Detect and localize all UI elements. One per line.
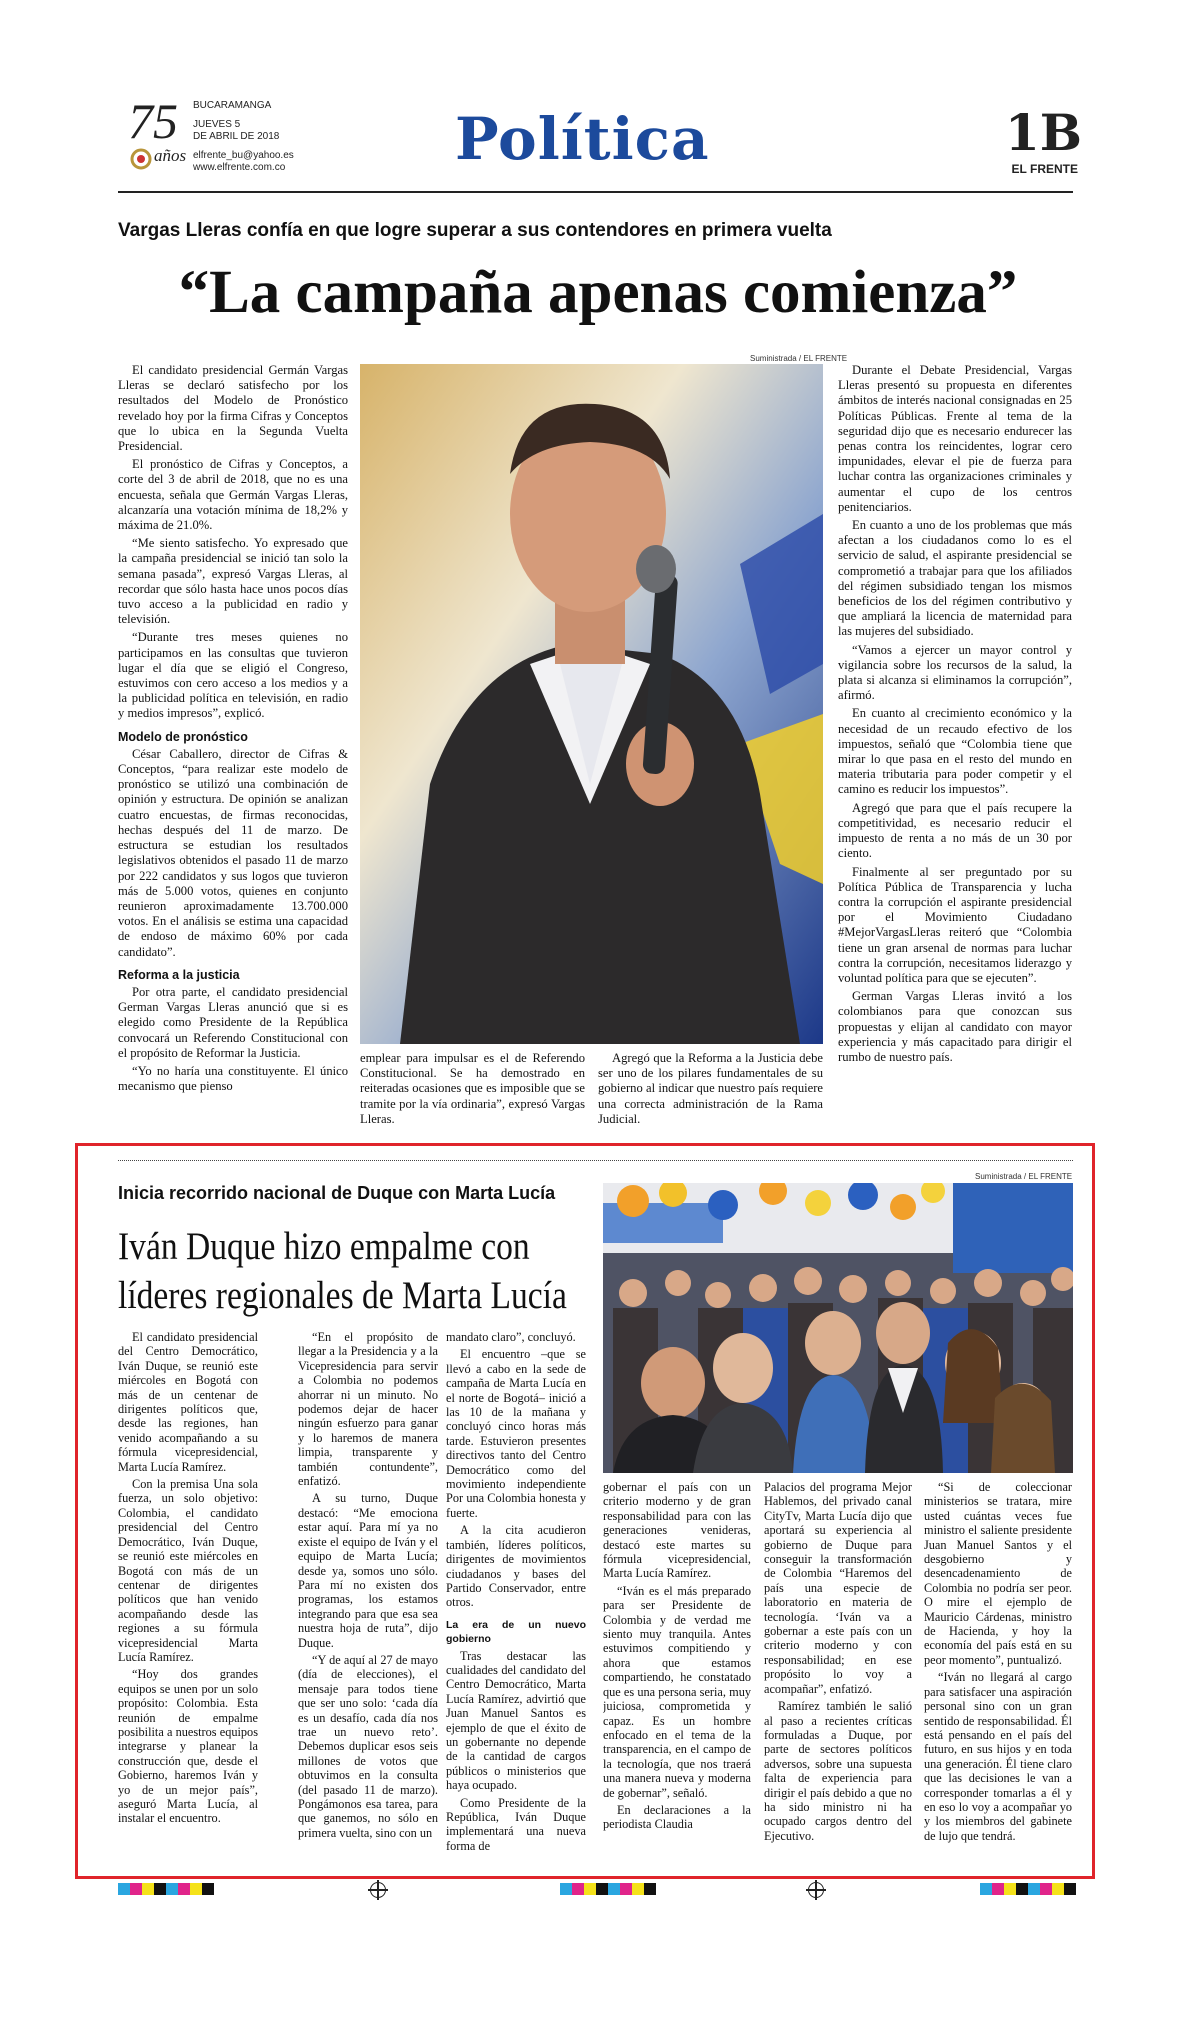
paragraph: El candidato presidencial Germán Vargas Lleras se declaró satisfecho por los resultados del Modelo de Pronóstico revelado hoy por la firma Cifras y Conceptos que lo ubica en la Segunda Vuelta Presidencial. bbox=[118, 363, 348, 454]
header-day: JUEVES 5 bbox=[193, 118, 241, 130]
section-title: Política bbox=[455, 105, 710, 173]
paragraph: En declaraciones a la periodista Claudia bbox=[603, 1802, 751, 1832]
paragraph: Ramírez también le salió al paso a recientes críticas formuladas a Duque, por parte de sectores políticos adversos, sobre una supuesta falta de experiencia para dirigir el país debido a que no ha sido ministro ni ha ocupado cargos dentro del Ejecutivo. bbox=[764, 1699, 912, 1843]
paragraph: Por otra parte, el candidato presidencial German Vargas Lleras anunció que si es elegido como Presidente de la República convocará un Referendo Constitucional con el propósito de Reformar la Justicia. bbox=[118, 984, 348, 1060]
subheading: La era de un nuevo gobierno bbox=[446, 1618, 586, 1646]
crowd-illustration bbox=[603, 1183, 1073, 1473]
story2-kicker: Inicia recorrido nacional de Duque con Marta Lucía bbox=[118, 1183, 556, 1203]
paper-name: EL FRENTE bbox=[1011, 162, 1078, 176]
paragraph: “Iván no llegará al cargo para satisfacer una aspiración personal sino con un gran sentido de responsabilidad. Él está pensando en el país del futuro, en sus hijos y en toda una generación. Él tiene claro que las decisiones le van a corresponder tomarlas a él y en eso lo voy a acompañar yo y los miembros del gabinete de lujo que tendrá. bbox=[924, 1670, 1072, 1843]
subheading: Reforma a la justicia bbox=[118, 967, 240, 982]
paragraph: El encuentro –que se llevó a cabo en la sede de campaña de Marta Lucía en el norte de Bogotá– inició a las 10 de la mañana y concluyó cinco horas más tarde. Estuvieron presentes directivos tanto del Centro Democrático como del movimiento independiente Por una Colombia honesta y fuerte. bbox=[446, 1347, 586, 1520]
paragraph: emplear para impulsar es el de Referendo Constitucional. Se ha demostrado en reiteradas ocasiones que es imposible que se tramite por la vía ordinaria”, expresó Vargas Lleras. bbox=[360, 1051, 585, 1126]
dotted-divider bbox=[118, 1160, 1073, 1161]
story2-column-6 bbox=[924, 1480, 1072, 1868]
header-rule bbox=[118, 191, 1073, 193]
anniversary-logo bbox=[128, 93, 188, 176]
paragraph: German Vargas Lleras invitó a los colombianos para que conozcan sus propuestas y elijan al candidato con mayor experiencia y más capacitado para dirigir el rumbo de nuestro país. bbox=[838, 989, 1072, 1064]
paragraph: A su turno, Duque destacó: “Me emociona estar aquí. Para mí ya no existe el equipo de Iván y el equipo de Marta Lucía; desde ya, somos uno sólo. Para mí no existen dos programas, los estamos integrando para que esa sea nuestra hoja de ruta”, dijo Duque. bbox=[298, 1491, 438, 1650]
story2-photo-credit: Suministrada / EL FRENTE bbox=[975, 1172, 1073, 1181]
paragraph: Tras destacar las cualidades del candidato del Centro Democrático, Marta Lucía Ramírez, advirtió que Juan Manuel Santos es ejemplo de que el éxito de un gobernante no depende de la cantidad de cargos públicos o ministerios que haya ocupado. bbox=[446, 1648, 586, 1793]
anniversary-word: años bbox=[154, 146, 187, 165]
story1-column-2 bbox=[360, 1051, 585, 1141]
paragraph: Agregó que la Reforma a la Justicia debe ser uno de los pilares fundamentales de su gobierno al indicar que nuestro país requiere una correcta administración de la Rama Judicial. bbox=[598, 1051, 823, 1126]
paragraph: Finalmente al ser preguntado por su Política Pública de Transparencia y lucha contra la corrupción el aspirante presidencial por el Movimiento Ciudadano #MejorVargasLleras reiteró que “Colombia tiene un gran arsenal de normas para luchar contra la corrupción, necesitamos liderazgo y voluntad política para que se ejecuten”. bbox=[838, 864, 1072, 985]
paragraph: El candidato presidencial del Centro Democrático, Iván Duque, se reunió este miércoles en Bogotá con más de un centenar de dirigentes políticos que, desde las regiones, han venido acompañando a su fórmula vicepresidencial, Marta Lucía Ramírez. bbox=[118, 1330, 258, 1474]
story2-column-2 bbox=[298, 1330, 438, 1868]
color-bar-center bbox=[560, 1883, 656, 1895]
paragraph: A la cita acudieron también, líderes políticos, dirigentes de movimientos ciudadanos y bases del Partido Conservador, entre otros. bbox=[446, 1523, 586, 1610]
story1-photo-credit: Suministrada / EL FRENTE bbox=[750, 354, 848, 363]
registration-mark-icon bbox=[808, 1882, 824, 1898]
paragraph: Como Presidente de la República, Iván Duque implementará una nueva forma de bbox=[446, 1795, 586, 1853]
paragraph: En cuanto al crecimiento económico y la necesidad de un recaudo efectivo de los impuestos, señaló que “Colombia tiene que mirar lo que pasa en el resto del mundo en materia tributaria para poder competir y el camino es reducir los impuestos”. bbox=[838, 706, 1072, 797]
paragraph: “Me siento satisfecho. Yo expresado que la campaña presidencial se inició tan solo la semana pasada”, expresó Vargas Lleras, al recordar que sólo hasta hace unos pocos días tuvo acceso a la publicidad en radio y televisión. bbox=[118, 536, 348, 627]
paragraph: Palacios del programa Mejor Hablemos, del privado canal CityTv, Marta Lucía dijo que aportará su experiencia al gobierno de Duque para conseguir la transformación de Colombia “Haremos del país una especie de laboratorio en materia de tecnología. ‘Iván va a gobernar a este país con un criterio moderno y con responsabilidad; en ese propósito lo voy a acompañar”, enfatizó. bbox=[764, 1480, 912, 1696]
ribbon-icon bbox=[128, 146, 154, 172]
duque-event-photo bbox=[603, 1183, 1073, 1473]
paragraph: Agregó que para que el país recupere la competitividad, es necesario reducir el impuesto de renta a no más de un 30 por ciento. bbox=[838, 800, 1072, 861]
page-number: 1B bbox=[1004, 103, 1082, 162]
story2-headline-line2: líderes regionales de Marta Lucía bbox=[118, 1274, 567, 1317]
story2-column-1 bbox=[118, 1330, 258, 1868]
color-bar-left bbox=[118, 1883, 214, 1895]
paragraph: Con la premisa Una sola fuerza, un solo objetivo: Colombia, el candidato presidencial del Centro Democrático, Iván Duque, se reunió este miércoles en Bogotá con más de un centenar de dirigentes políticos que han venido acompañando desde las regiones a su fórmula vicepresidencial Marta Lucía Ramírez. bbox=[118, 1477, 258, 1664]
paragraph: “Hoy dos grandes equipos se unen por un solo propósito: Colombia. Esta reunión de empalme posibilita a nuestros equipos integrarse y planear la construcción que, desde el Gobierno, haremos Iván y yo de un mejor país”, aseguró Marta Lucía, al instalar el encuentro. bbox=[118, 1667, 258, 1826]
paragraph: “En el propósito de llegar a la Presidencia y a la Vicepresidencia para servir a Colombia no podemos ahorrar ni un minuto. No podemos dejar de hacer ningún esfuerzo para ganar y lo haremos de manera limpia, transparente y también contundente”, enfatizó. bbox=[298, 1330, 438, 1489]
story2-column-5 bbox=[764, 1480, 912, 1868]
paragraph: mandato claro”, concluyó. bbox=[446, 1330, 576, 1344]
story1-kicker: Vargas Lleras confía en que logre superar a sus contendores en primera vuelta bbox=[118, 220, 832, 241]
story1-column-4 bbox=[838, 363, 1072, 1139]
story2-column-3 bbox=[446, 1330, 586, 1868]
paragraph: “Durante tres meses quienes no participamos en las consultas que tuvieron lugar el día que se eligió el Congreso, estuvimos con cero acceso a los medios y a la publicidad política en televisión, en radio y medios impresos”, explicó. bbox=[118, 630, 348, 721]
anniversary-number: 75 bbox=[128, 93, 178, 149]
story1-column-1 bbox=[118, 363, 348, 1139]
paragraph: gobernar el país con un criterio moderno y de gran responsabilidad para con las generaciones venideras, destacó este martes su fórmula vicepresidencial, Marta Lucía Ramírez. bbox=[603, 1480, 751, 1581]
color-bar-right bbox=[980, 1883, 1076, 1895]
paragraph: “Y de aquí al 27 de mayo (día de elecciones), el mensaje para todos tiene que ser uno solo: ‘cada día es un desafío, cada día nos trae un nuevo reto’. Debemos duplicar esos seis millones de votos que obtuvimos en la consulta (del pasado 11 de marzo). Pongámonos esa tarea, para que ganemos, no sólo en primera vuelta, sino con un bbox=[298, 1652, 438, 1840]
paragraph: “Yo no haría una constituyente. El único mecanismo que pienso bbox=[118, 1063, 348, 1094]
speaker-illustration bbox=[360, 364, 823, 1044]
story2-headline bbox=[118, 1222, 567, 1320]
story1-headline: “La campaña apenas comienza” bbox=[178, 259, 1018, 326]
registration-mark-icon bbox=[370, 1882, 386, 1898]
header-date: DE ABRIL DE 2018 bbox=[193, 131, 280, 142]
paragraph: “Si de coleccionar ministerios se tratara, mire usted cuántas veces fue ministro el saliente presidente Juan Manuel Santos y el desgobierno y desencadenamiento de Colombia no podría ser peor. O mire el ejemplo de Mauricio Cárdenas, ministro de Hacienda, y hoy la economía del país está en su peor momento”, puntualizó. bbox=[924, 1480, 1072, 1667]
paragraph: “Vamos a ejercer un mayor control y vigilancia sobre los recursos de la salud, la plata si alcanza si eliminamos la corrupción”, afirmó. bbox=[838, 642, 1072, 703]
paragraph: Durante el Debate Presidencial, Vargas Lleras presentó su propuesta en diferentes ámbitos de interés nacional consignadas en 25 Políticas Públicas. Frente al tema de la seguridad dijo que es necesario endurecer las penas contra los reincidentes, lograr cero impunidades, elevar el pie de fuerza para luchar contra las organizaciones criminales y aumentar el cupo de los centros penitenciarios. bbox=[838, 363, 1072, 514]
story2-column-4 bbox=[603, 1480, 751, 1868]
paragraph: César Caballero, director de Cifras & Conceptos, “para realizar este modelo de pronóstico se utilizó una combinación de opinión y estructura. De opinión se analizan cuatro encuestas, de firmas reconocidas, hechas después del 11 de marzo. De estructura se estudian los resultados legislativos obtenidos el pasado 11 de marzo por 222 candidatos y sus logos que tuvieron más de 5.000 votos, quienes en conjunto reunieron aproximadamente 13.700.000 votos. En el análisis se estima una capacidad de endoso de máximo 60% por cada candidato”. bbox=[118, 746, 348, 959]
vargas-lleras-photo bbox=[360, 364, 823, 1044]
paragraph: “Iván es el más preparado para ser Presidente de Colombia y de verdad me siento muy tranquila. Antes estuvimos compitiendo y ahora que estamos compartiendo, he constatado que es una persona seria, muy juiciosa, comprometida y capaz. Es un hombre enfocado en el tema de la transparencia, en el campo de la tecnología, que nos traerá una manera nueva y moderna de gobernar”, señaló. bbox=[603, 1583, 751, 1800]
story2-headline-line1: Iván Duque hizo empalme con bbox=[118, 1225, 530, 1268]
subheading: Modelo de pronóstico bbox=[118, 729, 248, 744]
paragraph: El pronóstico de Cifras y Conceptos, a corte del 3 de abril de 2018, que no es una encuesta, señala que Germán Vargas Lleras, alcanzaría una votación mínima de 18,2% y máxima de 21.0%. bbox=[118, 457, 348, 533]
header-city: BUCARAMANGA bbox=[193, 100, 272, 111]
header-email: elfrente_bu@yahoo.es bbox=[193, 149, 294, 161]
header-website: www.elfrente.com.co bbox=[193, 162, 286, 173]
paragraph: En cuanto a uno de los problemas que más afectan a los ciudadanos como lo es el servicio de salud, el aspirante presidencial se comprometió a trabajar para que los afiliados del régimen subsidiado tengan los mismos beneficios de los del régimen contributivo y que ampliará la licencia de maternidad para las mujeres del subsidiado. bbox=[838, 518, 1072, 639]
story1-column-3 bbox=[598, 1051, 823, 1141]
